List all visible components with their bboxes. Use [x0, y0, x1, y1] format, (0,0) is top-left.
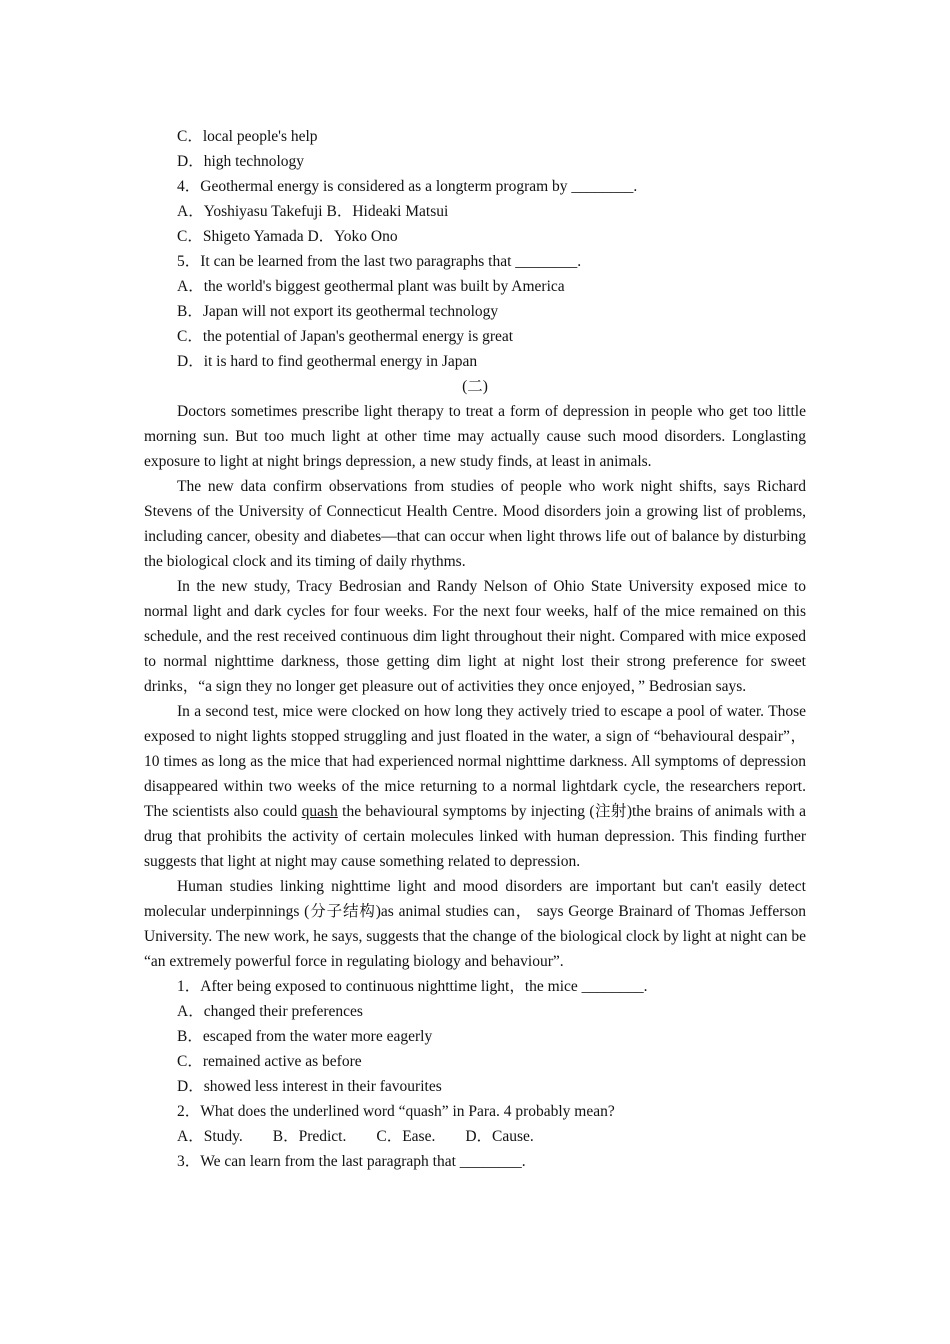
- passage-paragraph-1: Doctors sometimes prescribe light therapy to treat a form of depression in people who get too little morning sun. But too much light at other time may actually cause such mood disorders. Longlasting exposure to light at night brings depression, a new study finds, at least in animals.: [144, 403, 806, 470]
- passage-paragraph-4: [144, 699, 806, 874]
- question-5: 5．It can be learned from the last two paragraphs that ________.: [177, 253, 582, 270]
- paragraph-4-text-before: In a second test, mice were clocked on how long they actively tried to escape a pool of water. Those exposed to night lights stopped struggling and just floated in the water, a sign of “behavioural despair”， 10 times as long as the mice that had experienced normal nighttime darkness. All symptoms of depression disappeared within two weeks of the mice returning to a normal lightdark cycle, the researchers report. The scientists also could: [144, 703, 806, 820]
- passage-paragraph-2: The new data confirm observations from studies of people who work night shifts, says Richard Stevens of the University of Connecticut Health Centre. Mood disorders join a growing list of problems, including cancer, obesity and diabetes—that can occur when light throws life out of balance by disturbing the biological clock and its timing of daily rhythms.: [144, 478, 806, 570]
- question-2-option-c: C．Ease.: [376, 1128, 436, 1145]
- paragraph-4-text-after: the behavioural symptoms by injecting (注射)the brains of animals with a drug that prohibits the activity of certain molecules linked with human depression. This finding further suggests that light at night may cause something related to depression.: [144, 803, 806, 870]
- option-c: C．local people's help: [177, 128, 318, 145]
- question-4-options-cd: C．Shigeto Yamada D．Yoko Ono: [177, 228, 398, 245]
- question-4: 4．Geothermal energy is considered as a longterm program by ________.: [177, 178, 638, 195]
- question-1-option-d: D．showed less interest in their favourites: [177, 1078, 442, 1095]
- document-page: [144, 124, 806, 1174]
- passage-paragraph-3: In the new study, Tracy Bedrosian and Randy Nelson of Ohio State University exposed mice to normal light and dark cycles for four weeks. For the next four weeks, half of the mice remained on this schedule, and the rest received continuous dim light throughout their night. Compared with mice exposed to normal nighttime darkness, those getting dim light at night lost their strong preference for sweet drinks，“a sign they no longer get pleasure out of activities they once enjoyed，” Bedrosian says.: [144, 578, 806, 695]
- question-1: 1．After being exposed to continuous nighttime light，the mice ________.: [177, 978, 648, 995]
- question-2: 2．What does the underlined word “quash” in Para. 4 probably mean?: [177, 1103, 615, 1120]
- question-2-option-a: A．Study.: [177, 1128, 243, 1145]
- question-3: 3．We can learn from the last paragraph that ________.: [177, 1153, 526, 1170]
- question-5-option-d: D．it is hard to find geothermal energy in Japan: [177, 353, 478, 370]
- question-5-option-a: A．the world's biggest geothermal plant was built by America: [177, 278, 565, 295]
- question-1-option-b: B．escaped from the water more eagerly: [177, 1028, 433, 1045]
- question-2-options: [144, 1124, 806, 1149]
- passage-paragraph-5: Human studies linking nighttime light and mood disorders are important but can't easily detect molecular underpinnings (分子结构)as animal studies can， says George Brainard of Thomas Jefferson University. The new work, he says, suggests that the change of the biological clock by light at night can be “an extremely powerful force in regulating biology and behaviour”.: [144, 878, 806, 970]
- question-5-option-b: B．Japan will not export its geothermal technology: [177, 303, 499, 320]
- question-4-options-ab: A．Yoshiyasu Takefuji B．Hideaki Matsui: [177, 203, 449, 220]
- question-2-option-d: D．Cause.: [465, 1128, 534, 1145]
- question-1-option-a: A．changed their preferences: [177, 1003, 363, 1020]
- option-d: D．high technology: [177, 153, 304, 170]
- question-2-option-b: B．Predict.: [272, 1128, 347, 1145]
- question-1-option-c: C．remained active as before: [177, 1053, 362, 1070]
- question-5-option-c: C．the potential of Japan's geothermal energy is great: [177, 328, 514, 345]
- section-heading: (二): [462, 378, 488, 395]
- underlined-word: quash: [301, 803, 338, 820]
